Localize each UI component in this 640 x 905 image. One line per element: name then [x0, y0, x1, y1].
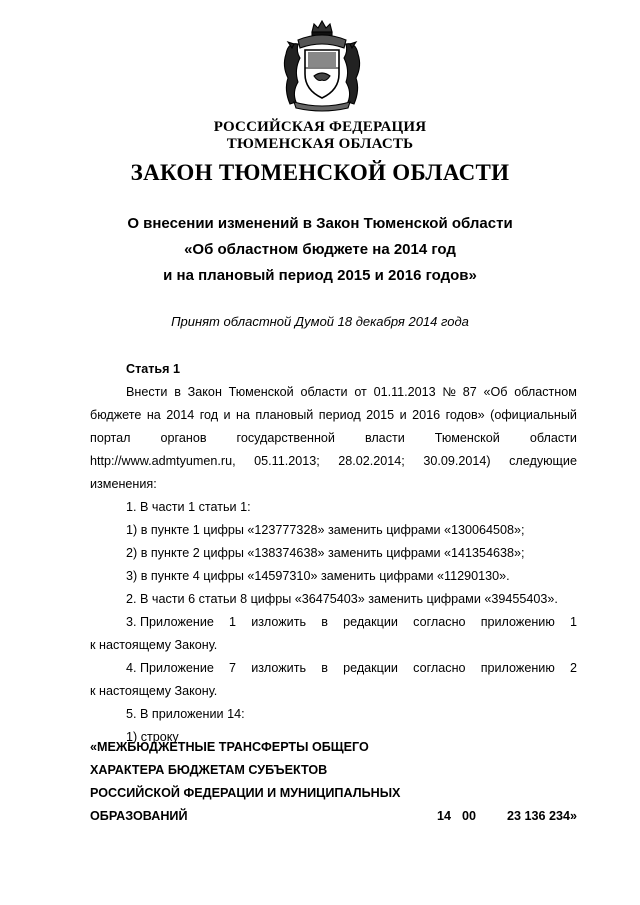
document-title-line-2: «Об областном бюджете на 2014 год — [184, 241, 456, 258]
word: плановый — [255, 408, 314, 422]
word: в — [321, 615, 328, 629]
item-3 — [126, 615, 577, 629]
table-row-name-line-4: ОБРАЗОВАНИЙ — [90, 809, 188, 823]
word: следующие — [509, 454, 577, 468]
word: 05.11.2013; — [254, 454, 320, 468]
word: области — [300, 385, 348, 399]
word: органов — [160, 431, 207, 445]
word: 2015 — [366, 408, 395, 422]
word: согласно — [413, 615, 466, 629]
word: согласно — [413, 661, 466, 675]
item-2: 2. В части 6 статьи 8 цифры «36475403» заменить цифрами «39455403». — [126, 592, 558, 606]
table-row-name-line-2: ХАРАКТЕРА БЮДЖЕТАМ СУБЪЕКТОВ — [90, 763, 328, 777]
table-row-name-line-1: «МЕЖБЮДЖЕТНЫЕ ТРАНСФЕРТЫ ОБЩЕГО — [90, 740, 369, 754]
word: 30.09.2014) — [423, 454, 491, 468]
item-5-1: 1) строку — [126, 730, 179, 744]
word: 01.11.2013 — [373, 385, 436, 399]
word: приложению — [480, 661, 555, 675]
word: «Об — [483, 385, 508, 399]
word: 2016 — [412, 408, 441, 422]
word: № — [442, 385, 456, 399]
article-heading: Статья 1 — [126, 362, 181, 376]
word: период — [318, 408, 361, 422]
word: Тюменской — [228, 385, 294, 399]
word: 1 — [569, 615, 577, 629]
word: от — [354, 385, 367, 399]
intro-line-3 — [90, 431, 577, 445]
item-1-1: 1) в пункте 1 цифры «123777328» заменить цифрами «130064508»; — [126, 523, 525, 537]
word: Тюменской — [434, 431, 500, 445]
word: в — [321, 661, 328, 675]
word: редакции — [343, 661, 398, 675]
word: годов» — [445, 408, 485, 422]
table-row-subsection: 00 — [462, 809, 477, 823]
word: на — [146, 408, 161, 422]
word: бюджете — [90, 408, 142, 422]
word: и — [223, 408, 231, 422]
document-title-line-3: и на плановый период 2015 и 2016 годов» — [163, 267, 477, 284]
law-title: ЗАКОН ТЮМЕНСКОЙ ОБЛАСТИ — [130, 160, 510, 185]
item-1-3: 3) в пункте 4 цифры «14597310» заменить цифрами «11290130». — [126, 569, 510, 583]
word: год — [199, 408, 219, 422]
table-row-section: 14 — [437, 809, 452, 823]
word: 1 — [229, 615, 237, 629]
intro-line-2 — [90, 408, 577, 422]
word: изложить — [251, 661, 307, 675]
word: Закон — [187, 385, 222, 399]
word: 3. Приложение — [126, 615, 214, 629]
word: в — [174, 385, 181, 399]
item-4 — [126, 661, 577, 675]
word: редакции — [343, 615, 398, 629]
intro-line-4 — [90, 454, 577, 468]
word: власти — [364, 431, 405, 445]
word: приложению — [480, 615, 555, 629]
word: 28.02.2014; — [338, 454, 405, 468]
tyumen-oblast-coat-of-arms-icon — [278, 18, 366, 112]
item-5: 5. В приложении 14: — [126, 707, 245, 721]
word: 2014 — [166, 408, 195, 422]
word: областном — [514, 385, 577, 399]
word: 2 — [569, 661, 577, 675]
item-3-tail: к настоящему Закону. — [90, 638, 218, 652]
item-4-tail: к настоящему Закону. — [90, 684, 218, 698]
word: государственной — [236, 431, 335, 445]
item-1: 1. В части 1 статьи 1: — [126, 500, 251, 514]
word: 7 — [229, 661, 237, 675]
word: на — [236, 408, 250, 422]
word: и — [399, 408, 407, 422]
document-title-line-1: О внесении изменений в Закон Тюменской области — [127, 215, 513, 232]
word: 87 — [462, 385, 477, 399]
table-row-name-line-3: РОССИЙСКОЙ ФЕДЕРАЦИИ И МУНИЦИПАЛЬНЫХ — [90, 786, 401, 800]
country-heading: РОССИЙСКАЯ ФЕДЕРАЦИЯ — [213, 119, 427, 135]
word: портал — [90, 431, 131, 445]
intro-line-1 — [126, 385, 577, 399]
word: (официальный — [490, 408, 577, 422]
intro-line-5: изменения: — [90, 477, 157, 491]
table-row-amount: 23 136 234» — [507, 809, 578, 823]
word: Внести — [126, 385, 168, 399]
region-heading: ТЮМЕНСКАЯ ОБЛАСТЬ — [226, 136, 414, 152]
adoption-note: Принят областной Думой 18 декабря 2014 года — [171, 314, 469, 329]
item-1-2: 2) в пункте 2 цифры «138374638» заменить цифрами «141354638»; — [126, 546, 525, 560]
word: изложить — [251, 615, 307, 629]
word: области — [529, 431, 577, 445]
word: http://www.admtyumen.ru, — [90, 454, 236, 468]
word: 4. Приложение — [126, 661, 214, 675]
